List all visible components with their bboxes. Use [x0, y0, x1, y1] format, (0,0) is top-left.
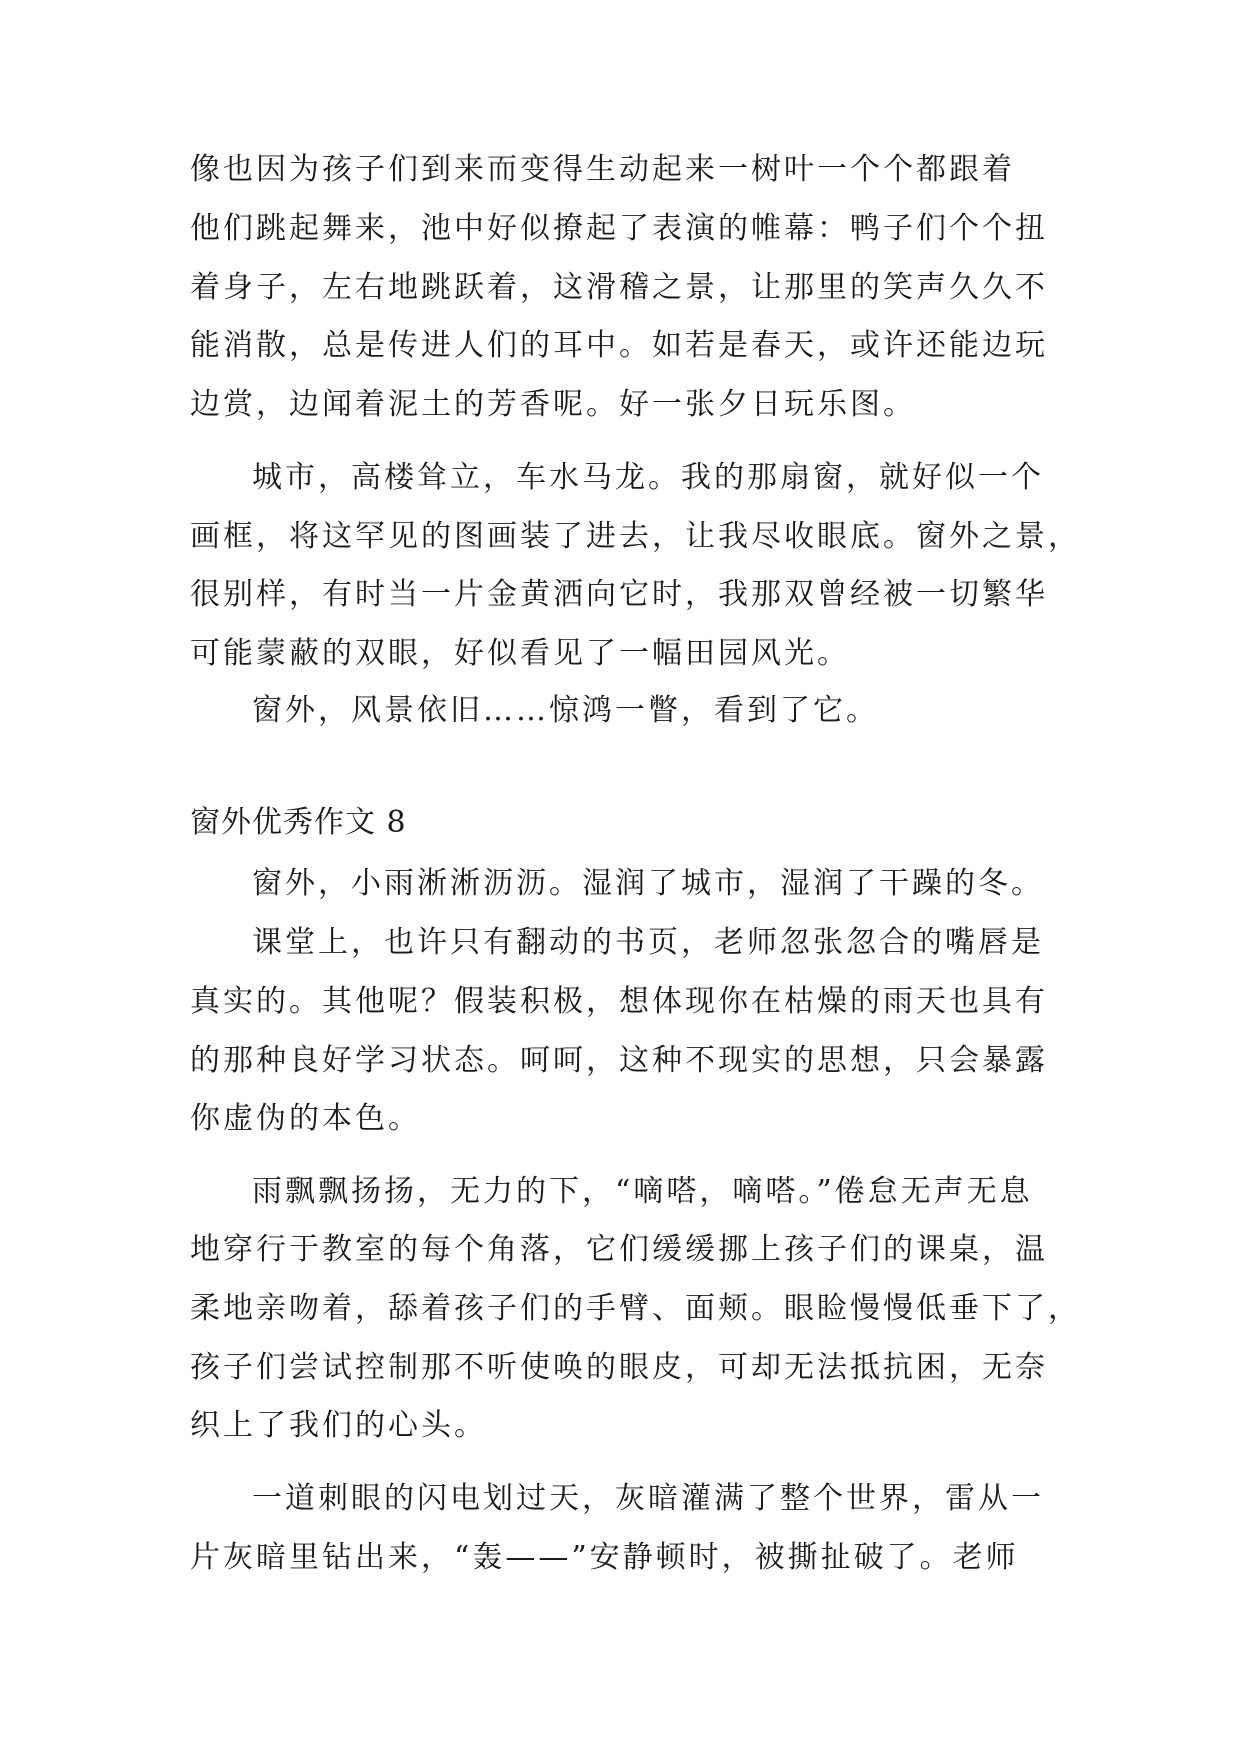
- text-line: 你虚伪的本色。: [190, 1101, 421, 1136]
- text-line: 画框，将这罕见的图画装了进去，让我尽收眼底。窗外之景，: [190, 519, 1081, 554]
- text-line: 柔地亲吻着，舔着孩子们的手臂、面颊。眼睑慢慢低垂下了，: [190, 1291, 1081, 1326]
- text-line: 像也因为孩子们到来而变得生动起来一树叶一个个都跟着: [190, 152, 1015, 187]
- text-line: 边赏，边闻着泥土的芳香呢。好一张夕日玩乐图。: [190, 387, 916, 422]
- paragraph-first-line: 窗外，小雨淅淅沥沥。湿润了城市，湿润了干躁的冬。: [252, 866, 1044, 901]
- paragraph-first-line: 城市，高楼耸立，车水马龙。我的那扇窗，就好似一个: [252, 460, 1044, 495]
- text-line: 着身子，左右地跳跃着，这滑稽之景，让那里的笑声久久不: [190, 270, 1048, 305]
- section-heading: 窗外优秀作文 8: [190, 805, 407, 840]
- text-line: 的那种良好学习状态。呵呵，这种不现实的思想，只会暴露: [190, 1043, 1048, 1078]
- text-line: 孩子们尝试控制那不听使唤的眼皮，可却无法抵抗困，无奈: [190, 1350, 1048, 1385]
- text-line: 能消散，总是传进人们的耳中。如若是春天，或许还能边玩: [190, 328, 1048, 363]
- paragraph-first-line: 窗外，风景依旧……惊鸿一瞥，看到了它。: [252, 693, 879, 728]
- text-line: 片灰暗里钻出来，“轰——”安静顿时，被撕扯破了。老师: [190, 1540, 1019, 1575]
- text-line: 可能蒙蔽的双眼，好似看见了一幅田园风光。: [190, 636, 850, 671]
- text-line: 织上了我们的心头。: [190, 1408, 487, 1443]
- paragraph-first-line: 课堂上，也许只有翻动的书页，老师忽张忽合的嘴唇是: [252, 925, 1044, 960]
- paragraph-first-line: 一道刺眼的闪电划过天，灰暗灌满了整个世界，雷从一: [252, 1481, 1044, 1516]
- text-line: 很别样，有时当一片金黄洒向它时，我那双曾经被一切繁华: [190, 577, 1048, 612]
- paragraph-first-line: 雨飘飘扬扬，无力的下，“嘀嗒，嘀嗒。”倦怠无声无息: [252, 1174, 1033, 1209]
- text-line: 地穿行于教室的每个角落，它们缓缓挪上孩子们的课桌，温: [190, 1232, 1048, 1267]
- text-line: 他们跳起舞来，池中好似撩起了表演的帷幕：鸭子们个个扭: [190, 211, 1048, 246]
- text-line: 真实的。其他呢？假装积极，想体现你在枯燥的雨天也具有: [190, 984, 1048, 1019]
